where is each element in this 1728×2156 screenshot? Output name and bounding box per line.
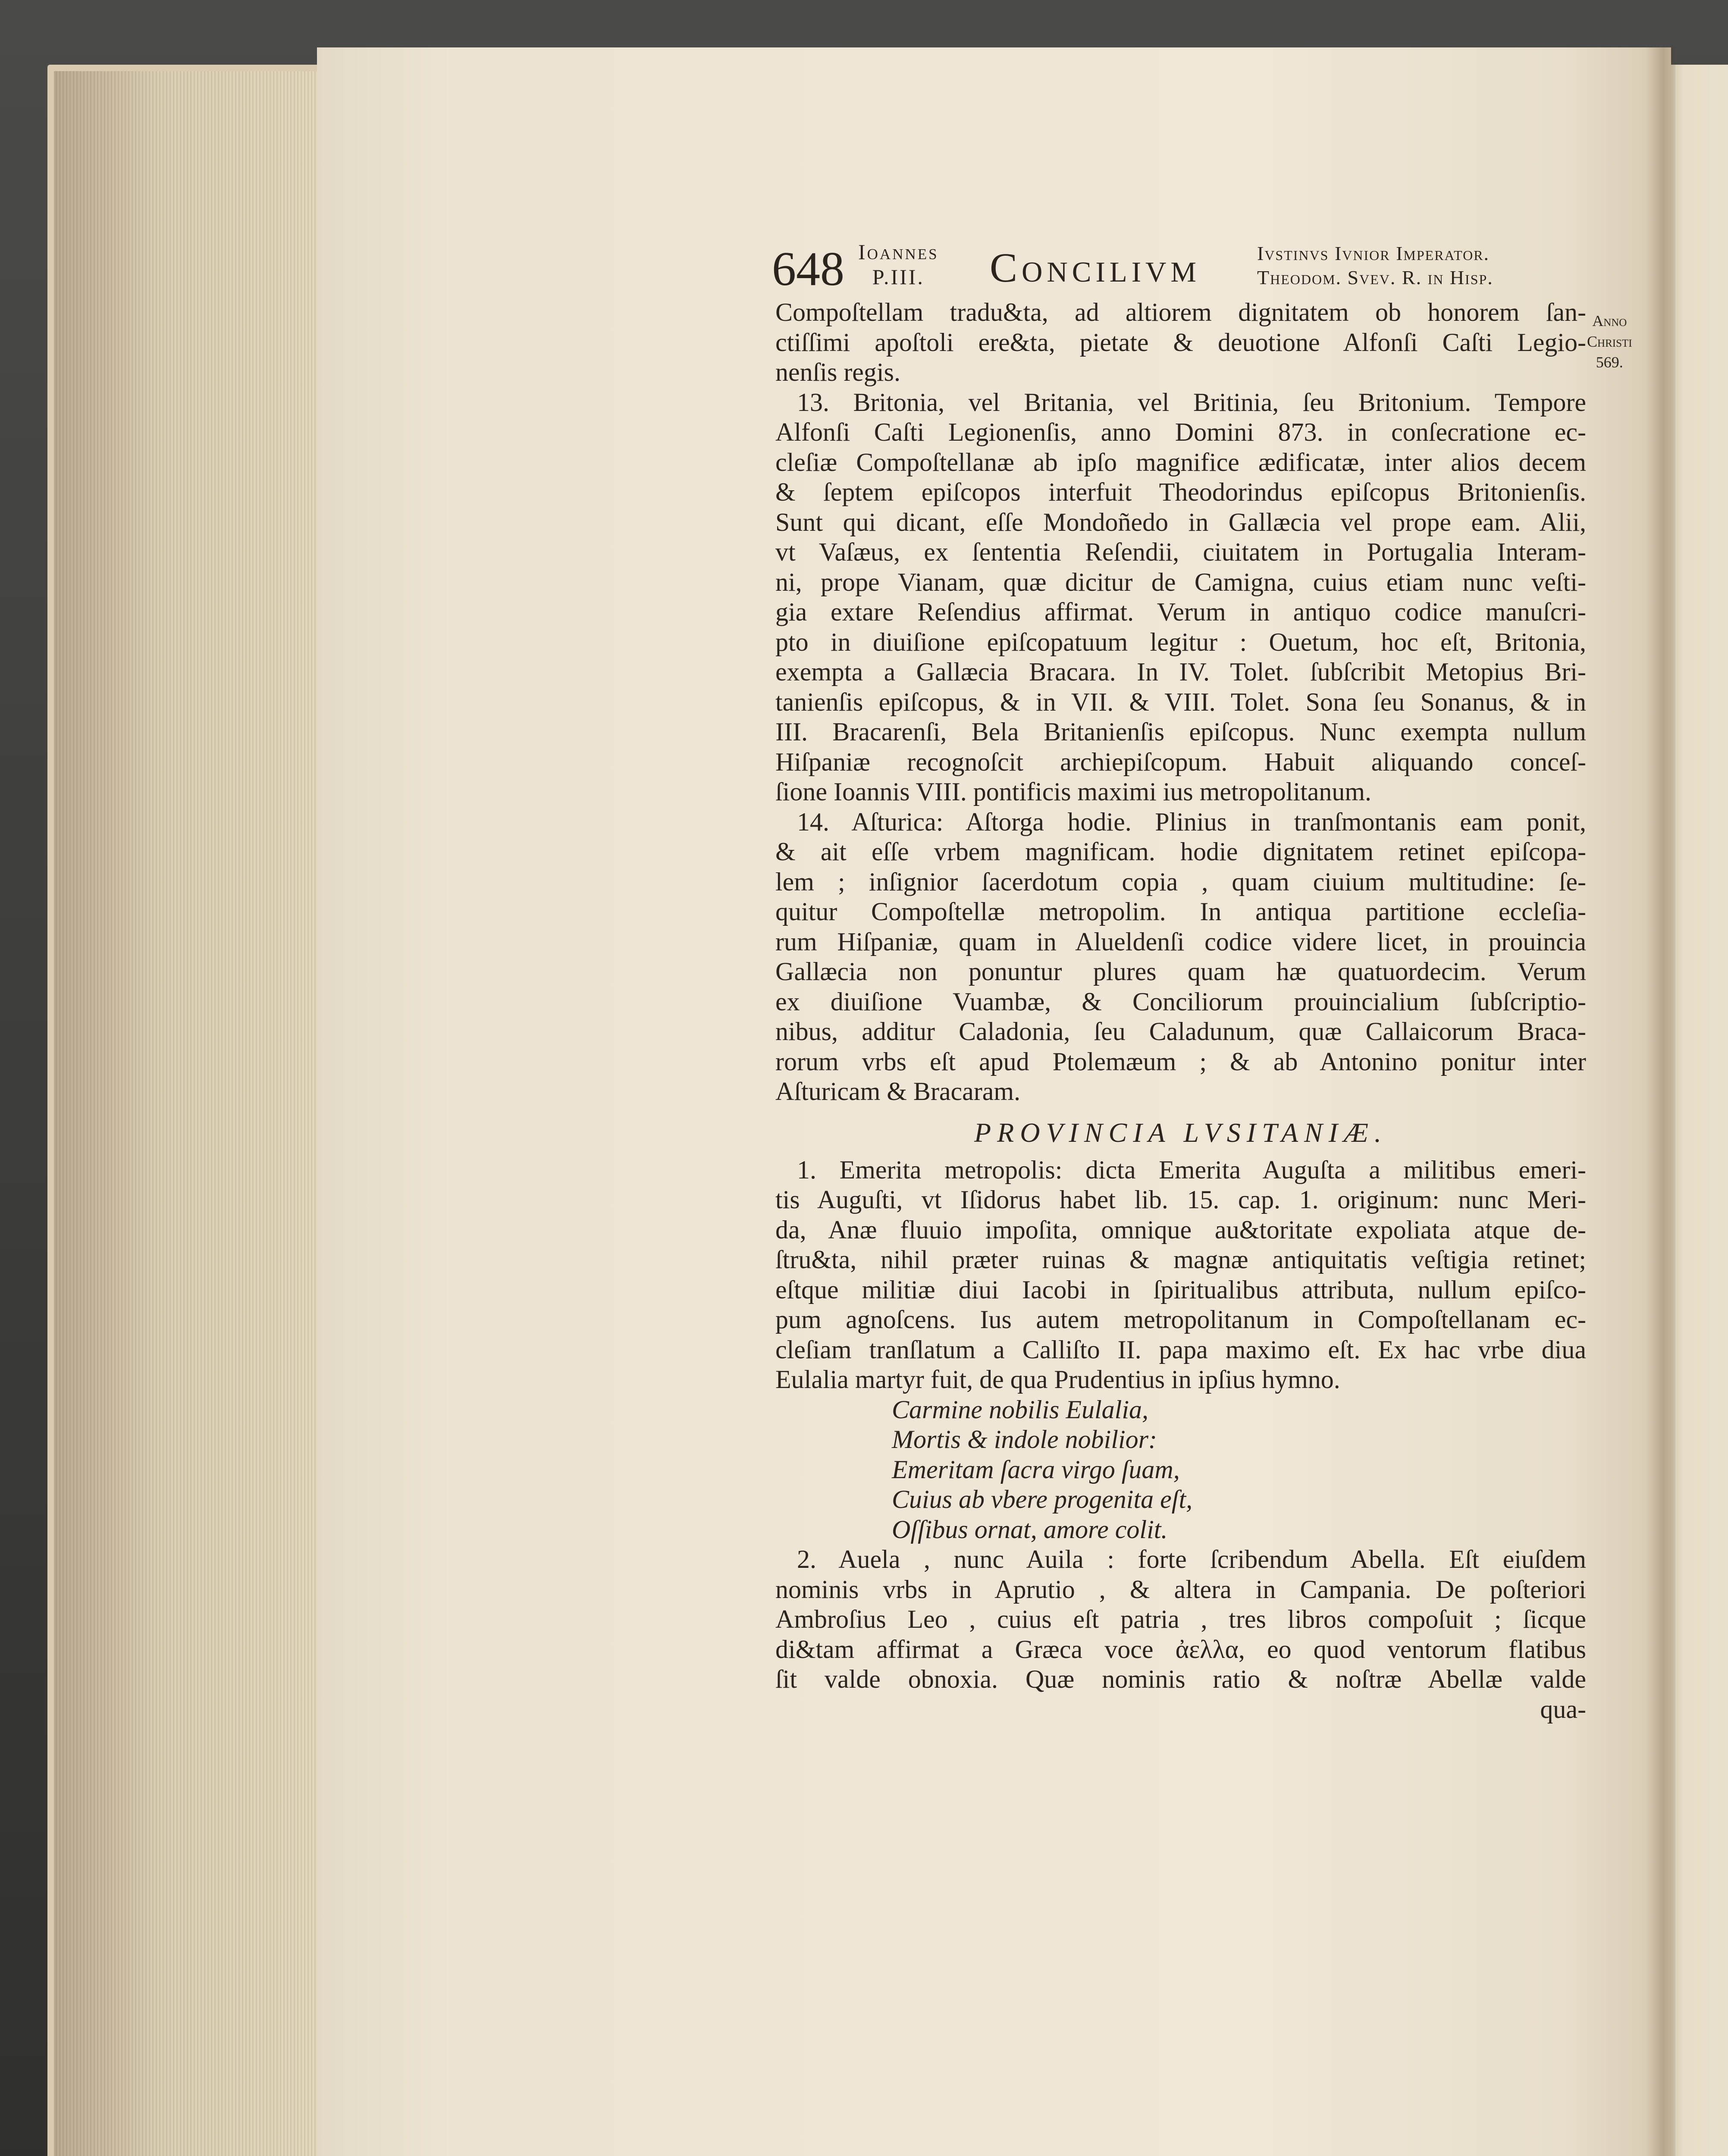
text-line: cleſiæ Compoſtellanæ ab ipſo magnifice ædificatæ, inter alios decem (775, 448, 1586, 476)
text-line: da, Anæ fluuio impoſita, omnique au&toritate expoliata atque de- (775, 1215, 1586, 1244)
text-line: tis Auguſti, vt Iſidorus habet lib. 15. cap. 1. originum: nunc Meri- (775, 1185, 1586, 1214)
text-line: nibus, additur Caladonia, ſeu Caladunum, quæ Callaicorum Braca- (775, 1017, 1586, 1046)
text-line: ex diuiſione Vuambæ, & Conciliorum prouincialium ſubſcriptio- (775, 987, 1586, 1016)
text-line: Alfonſi Caſti Legionenſis, anno Domini 873. in conſecratione ec- (775, 418, 1586, 446)
text-line: 1. Emerita metropolis: dicta Emerita Auguſta a militibus emeri- (797, 1155, 1586, 1184)
text-line: III. Bracarenſi, Bela Britanienſis epiſcopus. Nunc exempta nullum (775, 718, 1586, 746)
text-line: 14. Aſturica: Aſtorga hodie. Plinius in tranſmontanis eam ponit, (797, 807, 1586, 836)
text-line: Ambroſius Leo , cuius eſt patria , tres libros compoſuit ; ſicque (775, 1605, 1586, 1633)
margin-note-line-3: 569. (1596, 354, 1623, 371)
text-line: pum agnoſcens. Ius autem metropolitanum in Compoſtellanam ec- (775, 1305, 1586, 1334)
text-line: Hiſpaniæ recognoſcit archiepiſcopum. Habuit aliquando conceſ- (775, 747, 1586, 776)
text-line: eſtque militiæ diui Iacobi in ſpiritualibus attributa, nullum epiſco- (775, 1275, 1586, 1304)
running-head-author (858, 239, 939, 289)
text-line: rum Hiſpaniæ, quam in Alueldenſi codice videre licet, in prouincia (775, 927, 1586, 956)
text-line: vt Vaſæus, ex ſententia Reſendii, ciuitatem in Portugalia Interam- (775, 538, 1586, 566)
text-line: ſit valde obnoxia. Quæ nominis ratio & noſtræ Abellæ valde (775, 1665, 1586, 1693)
text-line: Sunt qui dicant, eſſe Mondoñedo in Gallæcia vel prope eam. Alii, (775, 508, 1586, 536)
text-line: nenſis regis. (775, 358, 900, 386)
author-line-1: Ioannes (858, 240, 939, 264)
text-line: Aſturicam & Bracaram. (775, 1077, 1021, 1106)
text-line: lem ; inſignior ſacerdotum copia , quam ciuium multitudine: ſe- (775, 867, 1586, 896)
text-line: rorum vrbs eſt apud Ptolemæum ; & ab Antonino ponitur inter (775, 1047, 1586, 1076)
poem-line: Mortis & indole nobilior: (892, 1425, 1157, 1454)
poem-line: Oſſibus ornat, amore colit. (892, 1515, 1168, 1544)
text-line: di&tam affirmat a Græca voce ἀελλα, eo quod ventorum flatibus (775, 1635, 1586, 1664)
text-line: & ſeptem epiſcopos interfuit Theodorindus epiſcopus Britonienſis. (775, 478, 1586, 506)
text-line: ni, prope Vianam, quæ dicitur de Camigna, cuius etiam nunc veſti- (775, 567, 1586, 596)
text-line: cleſiam tranſlatum a Calliſto II. papa maximo eſt. Ex hac vrbe diua (775, 1335, 1586, 1364)
margin-note-line-1: Anno (1592, 312, 1627, 329)
margin-note-line-2: Christi (1587, 333, 1632, 350)
right-head-line-1: Ivstinvs Ivnior Imperator. (1257, 242, 1490, 264)
text-line: ſione Ioannis VIII. pontificis maximi ius metropolitanum. (775, 777, 1372, 806)
section-heading: PROVINCIA LVSITANIÆ. (974, 1117, 1387, 1148)
text-line: Compoſtellam tradu&ta, ad altiorem dignitatem ob honorem ſan- (775, 298, 1586, 326)
text-line: Gallæcia non ponuntur plures quam hæ quatuordecim. Verum (775, 957, 1586, 986)
text-line: ſtru&ta, nihil præter ruinas & magnæ antiquitatis veſtigia retinet; (775, 1245, 1586, 1274)
text-line: gia extare Reſendius affirmat. Verum in antiquo codice manuſcri- (775, 598, 1586, 626)
text-line: exempta a Gallæcia Bracara. In IV. Tolet. ſubſcribit Metopius Bri- (775, 658, 1586, 686)
poem-line: Carmine nobilis Eulalia, (892, 1395, 1149, 1424)
page-gutter-shadow (1645, 47, 1675, 2156)
page-number: 648 (772, 242, 844, 296)
text-line: tanienſis epiſcopus, & in VII. & VIII. Tolet. Sona ſeu Sonanus, & in (775, 687, 1586, 716)
main-text-column (775, 298, 1586, 1724)
poem-line: Emeritam ſacra virgo ſuam, (892, 1455, 1180, 1484)
catchword: qua- (1540, 1695, 1586, 1724)
margin-note-year (1587, 310, 1632, 373)
running-head-title: Concilivm (990, 244, 1201, 291)
text-line: ctiſſimi apoſtoli ere&ta, pietate & deuotione Alfonſi Caſti Legio- (775, 328, 1586, 357)
text-line: & ait eſſe vrbem magnificam. hodie dignitatem retinet epiſcopa- (775, 837, 1586, 866)
text-line: Eulalia martyr fuit, de qua Prudentius in ipſius hymno. (775, 1365, 1340, 1394)
poem-line: Cuius ab vbere progenita eſt, (892, 1485, 1193, 1514)
text-line: 13. Britonia, vel Britania, vel Britinia, ſeu Britonium. Tempore (797, 388, 1586, 417)
right-head-line-2: Theodom. Svev. R. in Hisp. (1257, 266, 1493, 288)
text-line: 2. Auela , nunc Auila : forte ſcribendum Abella. Eſt eiuſdem (797, 1545, 1586, 1573)
text-line: pto in diuiſione epiſcopatuum legitur : Ouetum, hoc eſt, Britonia, (775, 627, 1586, 656)
running-head-right (1257, 241, 1493, 290)
author-line-2: P.III. (872, 265, 925, 289)
page-edges-shadow (54, 71, 317, 2156)
text-line: nominis vrbs in Aprutio , & altera in Campania. De poſteriori (775, 1575, 1586, 1604)
text-line: quitur Compoſtellæ metropolim. In antiqua partitione eccleſia- (775, 897, 1586, 926)
